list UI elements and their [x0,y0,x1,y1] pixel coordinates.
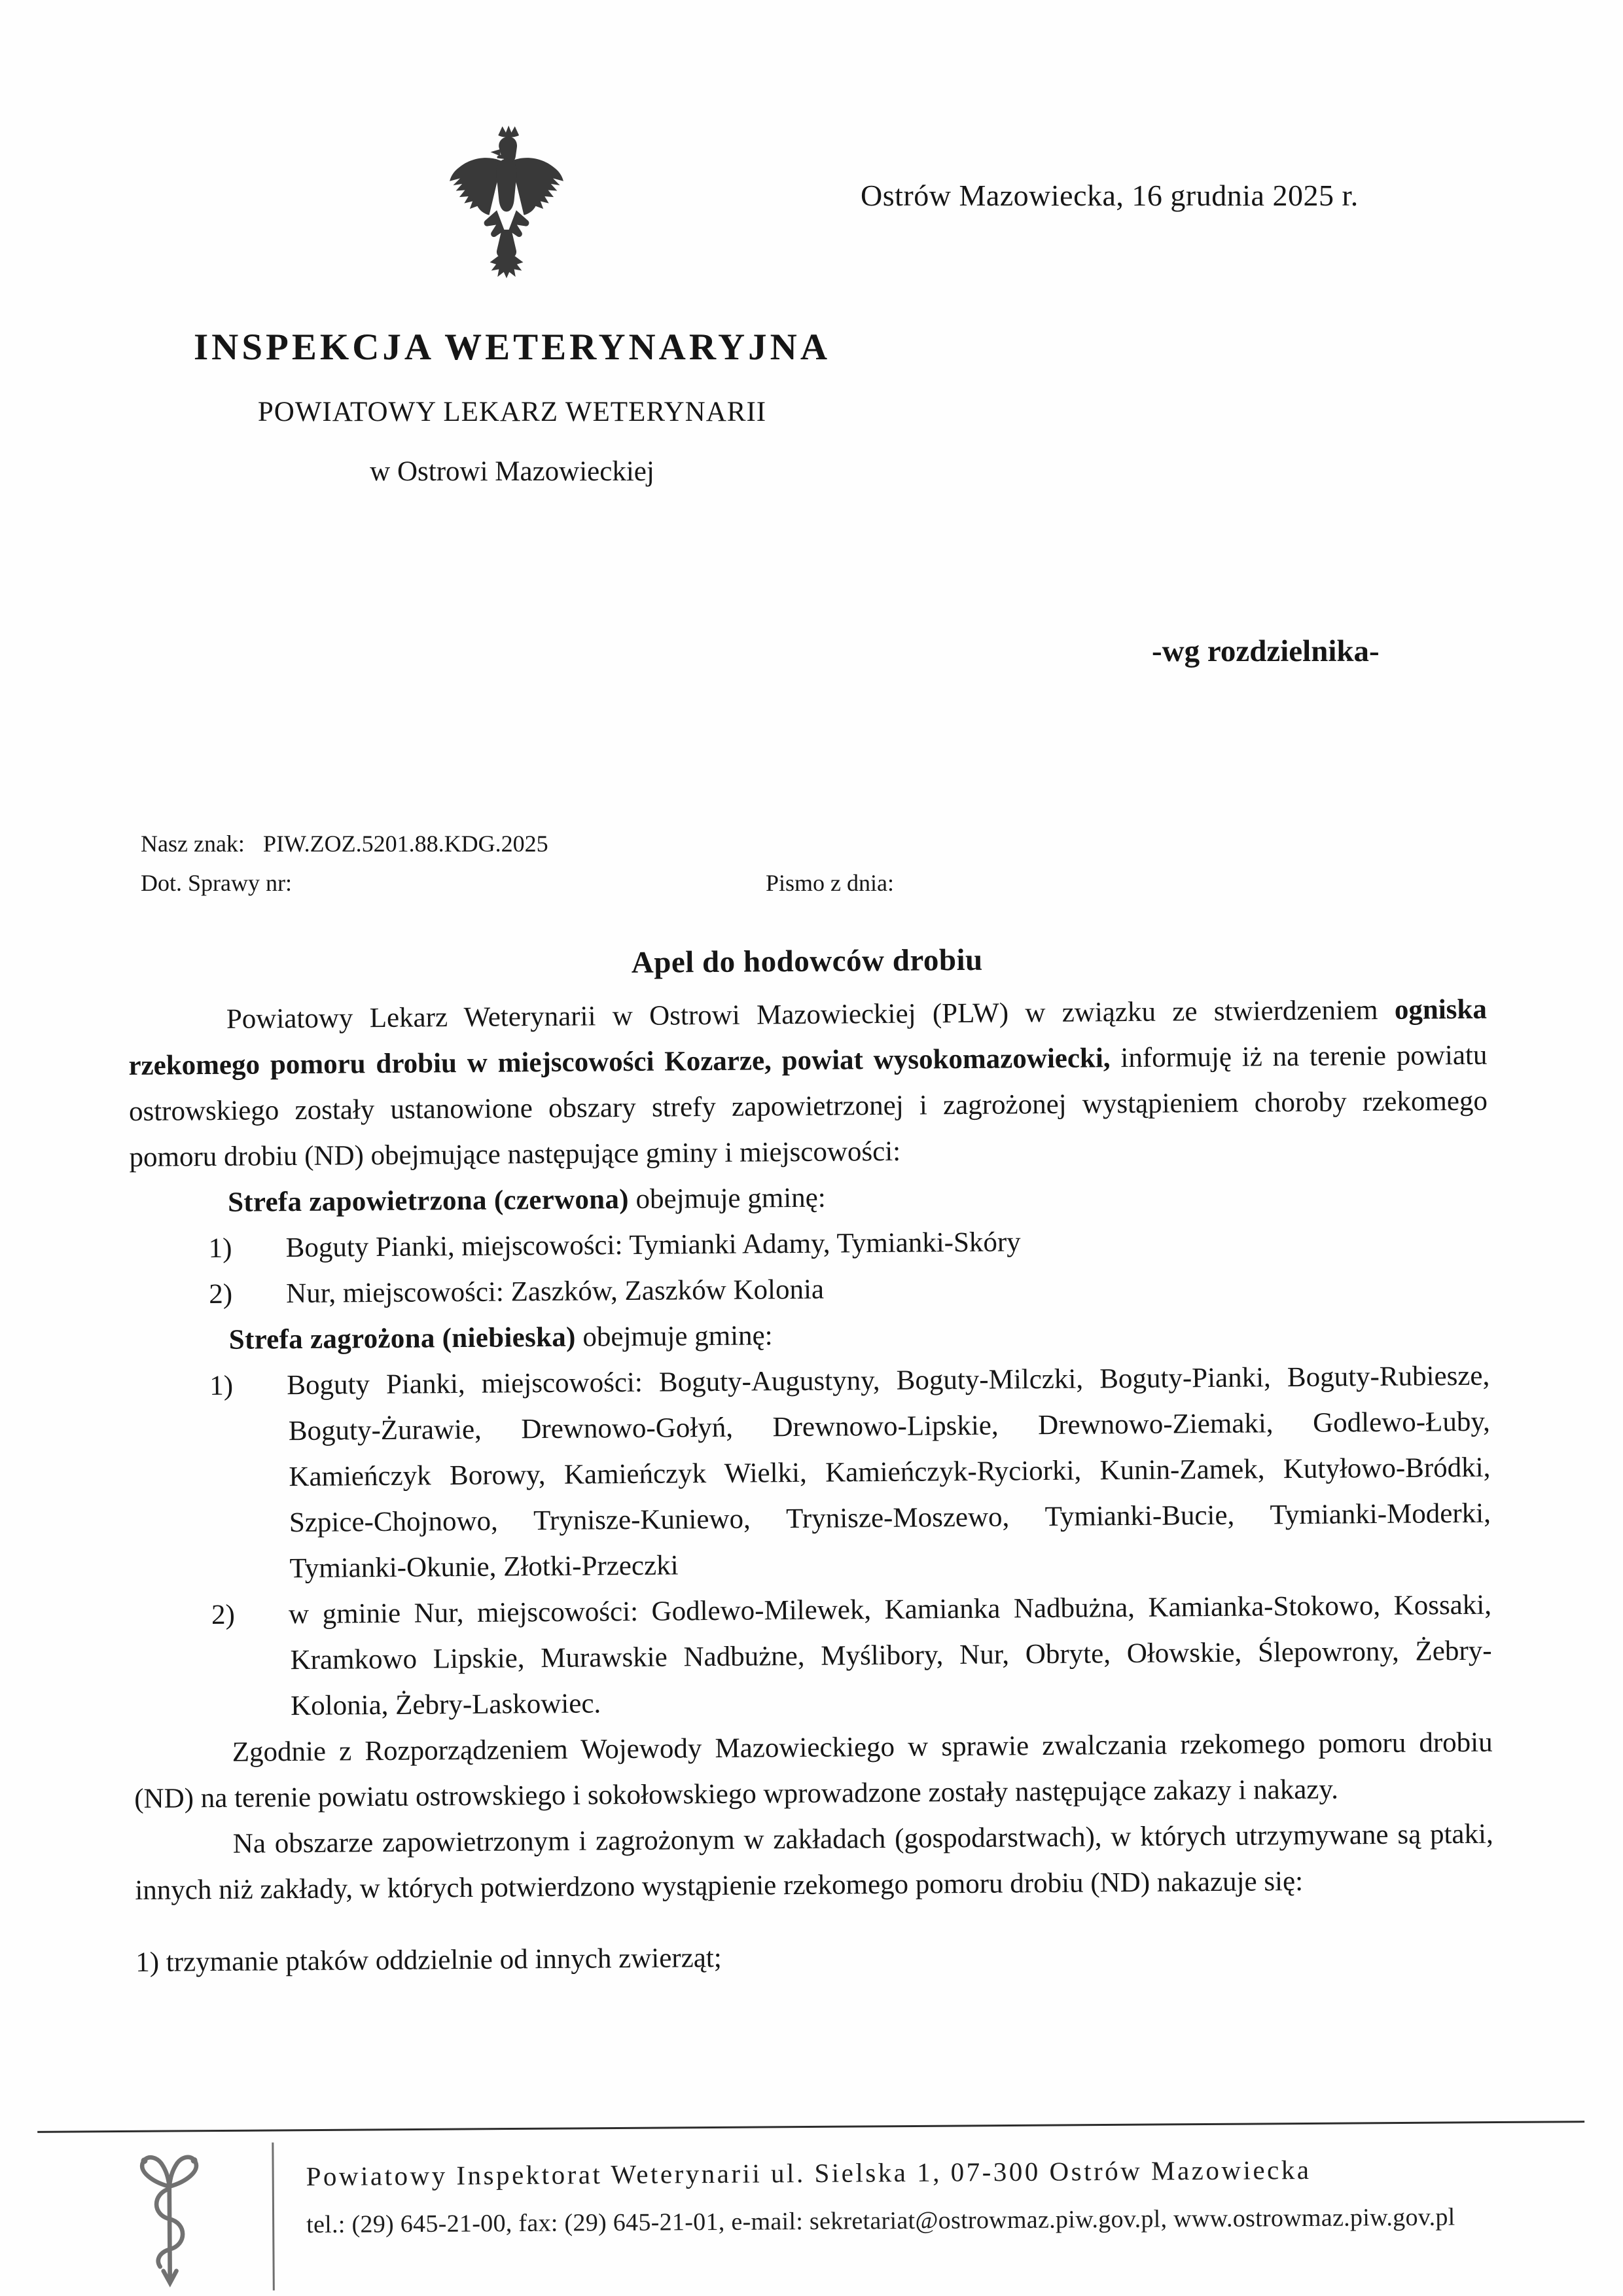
letter-date-label: Pismo z dnia: [766,870,894,896]
footer-vertical-divider [272,2142,274,2290]
document-title: Apel do hodowców drobiu [631,942,983,980]
order-item-1: 1) trzymanie ptaków oddzielnie od innych zwierząt; [135,1942,722,1978]
our-ref-value: PIW.ZOZ.5201.88.KDG.2025 [262,831,548,857]
blue-zone-heading-bold: Strefa zagrożona (niebieska) [228,1321,576,1355]
letter-footer [0,2114,1623,2296]
officer-title: POWIATOWY LEKARZ WETERYNARII [257,397,767,427]
blue-zone-heading-rest: obejmuje gminę: [575,1320,773,1353]
list-text: Boguty Pianki, miejscowości: Boguty-Augustyny, Boguty-Milczki, Boguty-Pianki, Boguty-Rubiesze, Boguty-Żurawie, Drewnowo-Gołyń, Drewnowo-Lipskie, Drewnowo-Ziemaki, Godlewo-Łuby, Kamieńczyk Borowy, Kamieńczyk Wielki, Kamieńczyk-Ryciorki, Kunin-Zamek, Kutyłowo-Bródki, Szpice-Chojnowo, Trynisze-Kuniewo, Trynisze-Moszewo, Tymianki-Bucie, Tymianki-Moderki, Tymianki-Okunie, Złotki-Przeczki [287,1360,1491,1585]
footer-phone-email: tel.: (29) 645-21-00, fax: (29) 645-21-01, e-mail: sekretariat@ostrowmaz.piw.gov.pl, www.ostrowmaz.piw.gov.pl [306,2203,1455,2239]
list-number: 2) [211,1599,236,1631]
case-ref-label: Dot. Sprawy nr: [141,870,292,896]
our-reference-row [141,830,1489,857]
officer-location: w Ostrowi Mazowieckiej [370,456,654,487]
zones-obligations-paragraph: Na obszarze zapowietrzonym i zagrożonym w zakładach (gospodarstwach), w których utrzymywane są ptaki, innych niż zakłady, w których potwierdzono wystąpienie rzekomego pomoru drobiu (ND) nakazuje się: [135,1818,1493,1906]
red-zone-heading-rest: obejmuje gminę: [628,1182,826,1215]
regulation-paragraph: Zgodnie z Rozporządzeniem Wojewody Mazowieckiego w sprawie zwalczania rzekomego pomoru drobiu (ND) na terenie powiatu ostrowskiego i sokołowskiego wprowadzone zostały następujące zakazy i nakazy. [134,1727,1493,1814]
date-place-line: Ostrów Mazowiecka, 16 grudnia 2025 r. [861,179,1359,212]
footer-contact-block [306,2152,1596,2239]
intro-text-2: informuję iż na terenie powiatu ostrowskiego zostały ustanowione obszary strefy zapowietrzonej i zagrożonej wystąpieniem choroby rzekomego pomoru drobiu (ND) obejmujące następujące gminy i miejscowości: [128,1039,1488,1173]
list-text: Nur, miejscowości: Zaszków, Zaszków Kolonia [286,1274,825,1310]
intro-text-1: Powiatowy Lekarz Weterynarii w Ostrowi Mazowieckiej (PLW) w związku ze stwierdzeniem [226,994,1395,1035]
letterhead [137,326,887,488]
blue-zone-item-2 [133,1583,1493,1731]
list-number: 1) [209,1370,234,1402]
case-reference-row [141,869,1489,897]
veterinary-caduceus-icon [109,2149,229,2291]
polish-eagle-emblem [437,123,576,292]
list-number: 2) [209,1278,233,1310]
red-zone-heading-bold: Strefa zapowietrzona (czerwona) [227,1183,629,1218]
list-text: w gminie Nur, miejscowości: Godlewo-Milewek, Kamianka Nadbużna, Kamianka-Stokowo, Kossaki, Kramkowo Lipskie, Murawskie Nadbużne, Myślibory, Nur, Obryte, Ołowskie, Ślepowrony, Żebry-Kolonia, Żebry-Laskowiec. [288,1589,1492,1722]
inspection-name: INSPEKCJA WETERYNARYJNA [194,327,830,368]
footer-office-address: Powiatowy Inspektorat Weterynarii ul. Sielska 1, 07-300 Ostrów Mazowiecka [306,2154,1311,2192]
intro-bold-outbreak: ogniska rzekomego pomoru drobiu w miejscowości Kozarze, powiat wysokomazowiecki, [128,994,1488,1081]
distribution-note: -wg rozdzielnika- [1152,634,1380,668]
reference-block [141,830,1489,897]
veterinary-caduceus-logo [109,2149,229,2291]
our-ref-label: Nasz znak: [141,831,245,857]
intro-paragraph [128,987,1488,1181]
polish-eagle-icon [437,123,576,292]
list-text: Boguty Pianki, miejscowości: Tymianki Adamy, Tymianki-Skóry [285,1227,1021,1264]
blue-zone-item-1 [131,1354,1491,1593]
list-number: 1) [208,1232,232,1265]
letter-body [128,933,1494,1986]
footer-separator-line [37,2121,1584,2133]
